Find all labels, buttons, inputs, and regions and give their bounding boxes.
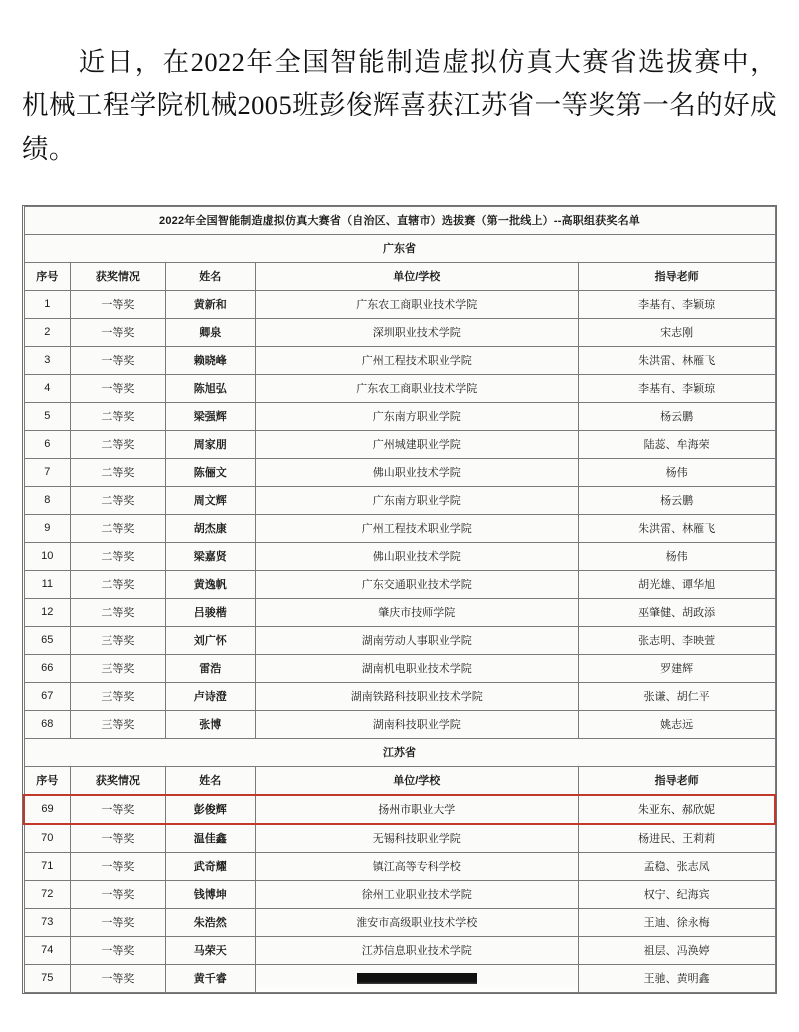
table-row bbox=[24, 542, 775, 570]
cell-unit: 肇庆市技师学院 bbox=[255, 598, 578, 626]
cell-award: 二等奖 bbox=[71, 458, 166, 486]
cell-unit: 无锡科技职业学院 bbox=[255, 824, 578, 853]
table-row bbox=[24, 964, 775, 992]
cell-unit: 江苏信息职业技术学院 bbox=[255, 936, 578, 964]
cell-teacher: 杨伟 bbox=[578, 458, 775, 486]
cell-index: 8 bbox=[24, 486, 71, 514]
table-row bbox=[24, 486, 775, 514]
cell-index: 69 bbox=[24, 795, 71, 824]
cell-name: 武奇耀 bbox=[165, 852, 255, 880]
province-label-guangdong: 广东省 bbox=[24, 234, 775, 262]
cell-index: 67 bbox=[24, 682, 71, 710]
column-header-row bbox=[24, 766, 775, 795]
cell-unit: 广东交通职业技术学院 bbox=[255, 570, 578, 598]
cell-unit: 湖南劳动人事职业学院 bbox=[255, 626, 578, 654]
cell-award: 二等奖 bbox=[71, 542, 166, 570]
column-header-row bbox=[24, 262, 775, 290]
cell-teacher: 祖层、冯涣婷 bbox=[578, 936, 775, 964]
table-row bbox=[24, 710, 775, 738]
cell-teacher: 胡光雄、谭华旭 bbox=[578, 570, 775, 598]
cell-name: 卢诗澄 bbox=[165, 682, 255, 710]
cell-teacher: 朱洪雷、林雁飞 bbox=[578, 346, 775, 374]
cell-name: 周家朋 bbox=[165, 430, 255, 458]
col-header-award: 获奖情况 bbox=[71, 766, 166, 795]
cell-award: 三等奖 bbox=[71, 710, 166, 738]
cell-teacher: 朱洪雷、林雁飞 bbox=[578, 514, 775, 542]
cell-name: 钱博坤 bbox=[165, 880, 255, 908]
cell-teacher: 王迪、徐永梅 bbox=[578, 908, 775, 936]
intro-text: 近日，在2022年全国智能制造虚拟仿真大赛省选拔赛中，机械工程学院机械2005班彭俊辉喜获江苏省一等奖第一名的好成绩。 bbox=[22, 46, 777, 165]
cell-teacher: 罗建辉 bbox=[578, 654, 775, 682]
cell-unit: 镇江高等专科学校 bbox=[255, 852, 578, 880]
cell-name: 黄逸帆 bbox=[165, 570, 255, 598]
cell-index: 9 bbox=[24, 514, 71, 542]
table-caption-row bbox=[24, 206, 775, 234]
cell-name: 卿泉 bbox=[165, 318, 255, 346]
cell-award: 三等奖 bbox=[71, 682, 166, 710]
col-header-unit: 单位/学校 bbox=[255, 766, 578, 795]
cell-index: 12 bbox=[24, 598, 71, 626]
cell-award: 二等奖 bbox=[71, 598, 166, 626]
table-row bbox=[24, 682, 775, 710]
cell-index: 7 bbox=[24, 458, 71, 486]
table-row bbox=[24, 374, 775, 402]
cell-index: 70 bbox=[24, 824, 71, 853]
intro-paragraph bbox=[0, 27, 799, 179]
cell-index: 5 bbox=[24, 402, 71, 430]
cell-name: 温佳鑫 bbox=[165, 824, 255, 853]
cell-name: 吕骏楷 bbox=[165, 598, 255, 626]
cell-name: 梁强辉 bbox=[165, 402, 255, 430]
cell-index: 65 bbox=[24, 626, 71, 654]
table-row bbox=[24, 936, 775, 964]
table-row bbox=[24, 514, 775, 542]
cell-award: 一等奖 bbox=[71, 824, 166, 853]
col-header-name: 姓名 bbox=[165, 766, 255, 795]
cell-award: 一等奖 bbox=[71, 318, 166, 346]
redaction-bar bbox=[357, 973, 477, 984]
cell-index: 73 bbox=[24, 908, 71, 936]
cell-name: 周文辉 bbox=[165, 486, 255, 514]
cell-award: 一等奖 bbox=[71, 852, 166, 880]
cell-teacher: 杨云鹏 bbox=[578, 402, 775, 430]
col-header-teacher: 指导老师 bbox=[578, 262, 775, 290]
cell-teacher: 王驰、黄明鑫 bbox=[578, 964, 775, 992]
cell-teacher: 杨伟 bbox=[578, 542, 775, 570]
cell-name: 张博 bbox=[165, 710, 255, 738]
cell-unit: 广东农工商职业技术学院 bbox=[255, 290, 578, 318]
table-row bbox=[24, 880, 775, 908]
cell-unit: 广东南方职业学院 bbox=[255, 486, 578, 514]
cell-index: 2 bbox=[24, 318, 71, 346]
cell-index: 4 bbox=[24, 374, 71, 402]
cell-index: 11 bbox=[24, 570, 71, 598]
cell-award: 二等奖 bbox=[71, 514, 166, 542]
col-header-teacher: 指导老师 bbox=[578, 766, 775, 795]
cell-name: 彭俊辉 bbox=[165, 795, 255, 824]
cell-teacher: 朱亚东、郝欣妮 bbox=[578, 795, 775, 824]
cell-name: 朱浩然 bbox=[165, 908, 255, 936]
table-row bbox=[24, 290, 775, 318]
cell-award: 一等奖 bbox=[71, 908, 166, 936]
cell-unit: 佛山职业技术学院 bbox=[255, 542, 578, 570]
table-caption: 2022年全国智能制造虚拟仿真大赛省（自治区、直辖市）选拔赛（第一批线上）--高职组获奖名单 bbox=[24, 206, 775, 234]
cell-award: 二等奖 bbox=[71, 570, 166, 598]
cell-award: 二等奖 bbox=[71, 402, 166, 430]
cell-index: 75 bbox=[24, 964, 71, 992]
cell-name: 黄千睿 bbox=[165, 964, 255, 992]
cell-unit: 扬州市职业大学 bbox=[255, 795, 578, 824]
col-header-index: 序号 bbox=[24, 262, 71, 290]
cell-name: 黄新和 bbox=[165, 290, 255, 318]
cell-unit: 湖南铁路科技职业技术学院 bbox=[255, 682, 578, 710]
cell-unit: 淮安市高级职业技术学校 bbox=[255, 908, 578, 936]
col-header-name: 姓名 bbox=[165, 262, 255, 290]
cell-unit: 广州城建职业学院 bbox=[255, 430, 578, 458]
cell-unit: 深圳职业技术学院 bbox=[255, 318, 578, 346]
cell-name: 马荣天 bbox=[165, 936, 255, 964]
col-header-award: 获奖情况 bbox=[71, 262, 166, 290]
cell-index: 71 bbox=[24, 852, 71, 880]
cell-award: 一等奖 bbox=[71, 374, 166, 402]
cell-teacher: 陆蕊、牟海荣 bbox=[578, 430, 775, 458]
cell-unit: 广东农工商职业技术学院 bbox=[255, 374, 578, 402]
cell-name: 刘广怀 bbox=[165, 626, 255, 654]
cell-teacher: 李基有、李颖琼 bbox=[578, 374, 775, 402]
award-table bbox=[23, 206, 776, 993]
cell-index: 6 bbox=[24, 430, 71, 458]
cell-award: 一等奖 bbox=[71, 964, 166, 992]
award-table-container bbox=[22, 205, 777, 994]
cell-unit: 佛山职业技术学院 bbox=[255, 458, 578, 486]
table-row bbox=[24, 318, 775, 346]
cell-unit: 湖南机电职业技术学院 bbox=[255, 654, 578, 682]
cell-unit: 广东南方职业学院 bbox=[255, 402, 578, 430]
cell-name: 梁嘉贤 bbox=[165, 542, 255, 570]
table-row bbox=[24, 458, 775, 486]
cell-name: 陈俪文 bbox=[165, 458, 255, 486]
table-row bbox=[24, 402, 775, 430]
cell-name: 陈旭弘 bbox=[165, 374, 255, 402]
cell-award: 一等奖 bbox=[71, 795, 166, 824]
cell-name: 胡杰康 bbox=[165, 514, 255, 542]
table-row bbox=[24, 430, 775, 458]
cell-teacher: 巫肇健、胡政添 bbox=[578, 598, 775, 626]
col-header-index: 序号 bbox=[24, 766, 71, 795]
cell-teacher: 张谦、胡仁平 bbox=[578, 682, 775, 710]
cell-award: 一等奖 bbox=[71, 290, 166, 318]
table-row bbox=[24, 626, 775, 654]
table-row bbox=[24, 908, 775, 936]
cell-index: 72 bbox=[24, 880, 71, 908]
cell-index: 68 bbox=[24, 710, 71, 738]
cell-name: 雷浩 bbox=[165, 654, 255, 682]
cell-teacher: 张志明、李映萱 bbox=[578, 626, 775, 654]
table-row bbox=[24, 346, 775, 374]
cell-unit: 广州工程技术职业学院 bbox=[255, 346, 578, 374]
table-row bbox=[24, 654, 775, 682]
province-label-jiangsu: 江苏省 bbox=[24, 738, 775, 766]
cell-teacher: 权宁、纪海宾 bbox=[578, 880, 775, 908]
cell-award: 一等奖 bbox=[71, 880, 166, 908]
cell-teacher: 李基有、李颖琼 bbox=[578, 290, 775, 318]
cell-award: 二等奖 bbox=[71, 430, 166, 458]
cell-teacher: 杨云鹏 bbox=[578, 486, 775, 514]
col-header-unit: 单位/学校 bbox=[255, 262, 578, 290]
cell-unit-redacted bbox=[255, 964, 578, 992]
cell-index: 1 bbox=[24, 290, 71, 318]
cell-teacher: 杨进民、王莉莉 bbox=[578, 824, 775, 853]
cell-award: 三等奖 bbox=[71, 626, 166, 654]
table-row-highlighted bbox=[24, 795, 775, 824]
cell-index: 66 bbox=[24, 654, 71, 682]
cell-index: 3 bbox=[24, 346, 71, 374]
cell-teacher: 孟稳、张志凤 bbox=[578, 852, 775, 880]
province-row bbox=[24, 234, 775, 262]
cell-award: 一等奖 bbox=[71, 346, 166, 374]
cell-award: 二等奖 bbox=[71, 486, 166, 514]
cell-teacher: 宋志刚 bbox=[578, 318, 775, 346]
table-row bbox=[24, 824, 775, 853]
table-row bbox=[24, 570, 775, 598]
cell-index: 10 bbox=[24, 542, 71, 570]
cell-unit: 广州工程技术职业学院 bbox=[255, 514, 578, 542]
province-row bbox=[24, 738, 775, 766]
cell-award: 三等奖 bbox=[71, 654, 166, 682]
cell-name: 赖晓峰 bbox=[165, 346, 255, 374]
table-row bbox=[24, 598, 775, 626]
table-row bbox=[24, 852, 775, 880]
cell-unit: 湖南科技职业学院 bbox=[255, 710, 578, 738]
cell-award: 一等奖 bbox=[71, 936, 166, 964]
cell-teacher: 姚志远 bbox=[578, 710, 775, 738]
cell-unit: 徐州工业职业技术学院 bbox=[255, 880, 578, 908]
cell-index: 74 bbox=[24, 936, 71, 964]
